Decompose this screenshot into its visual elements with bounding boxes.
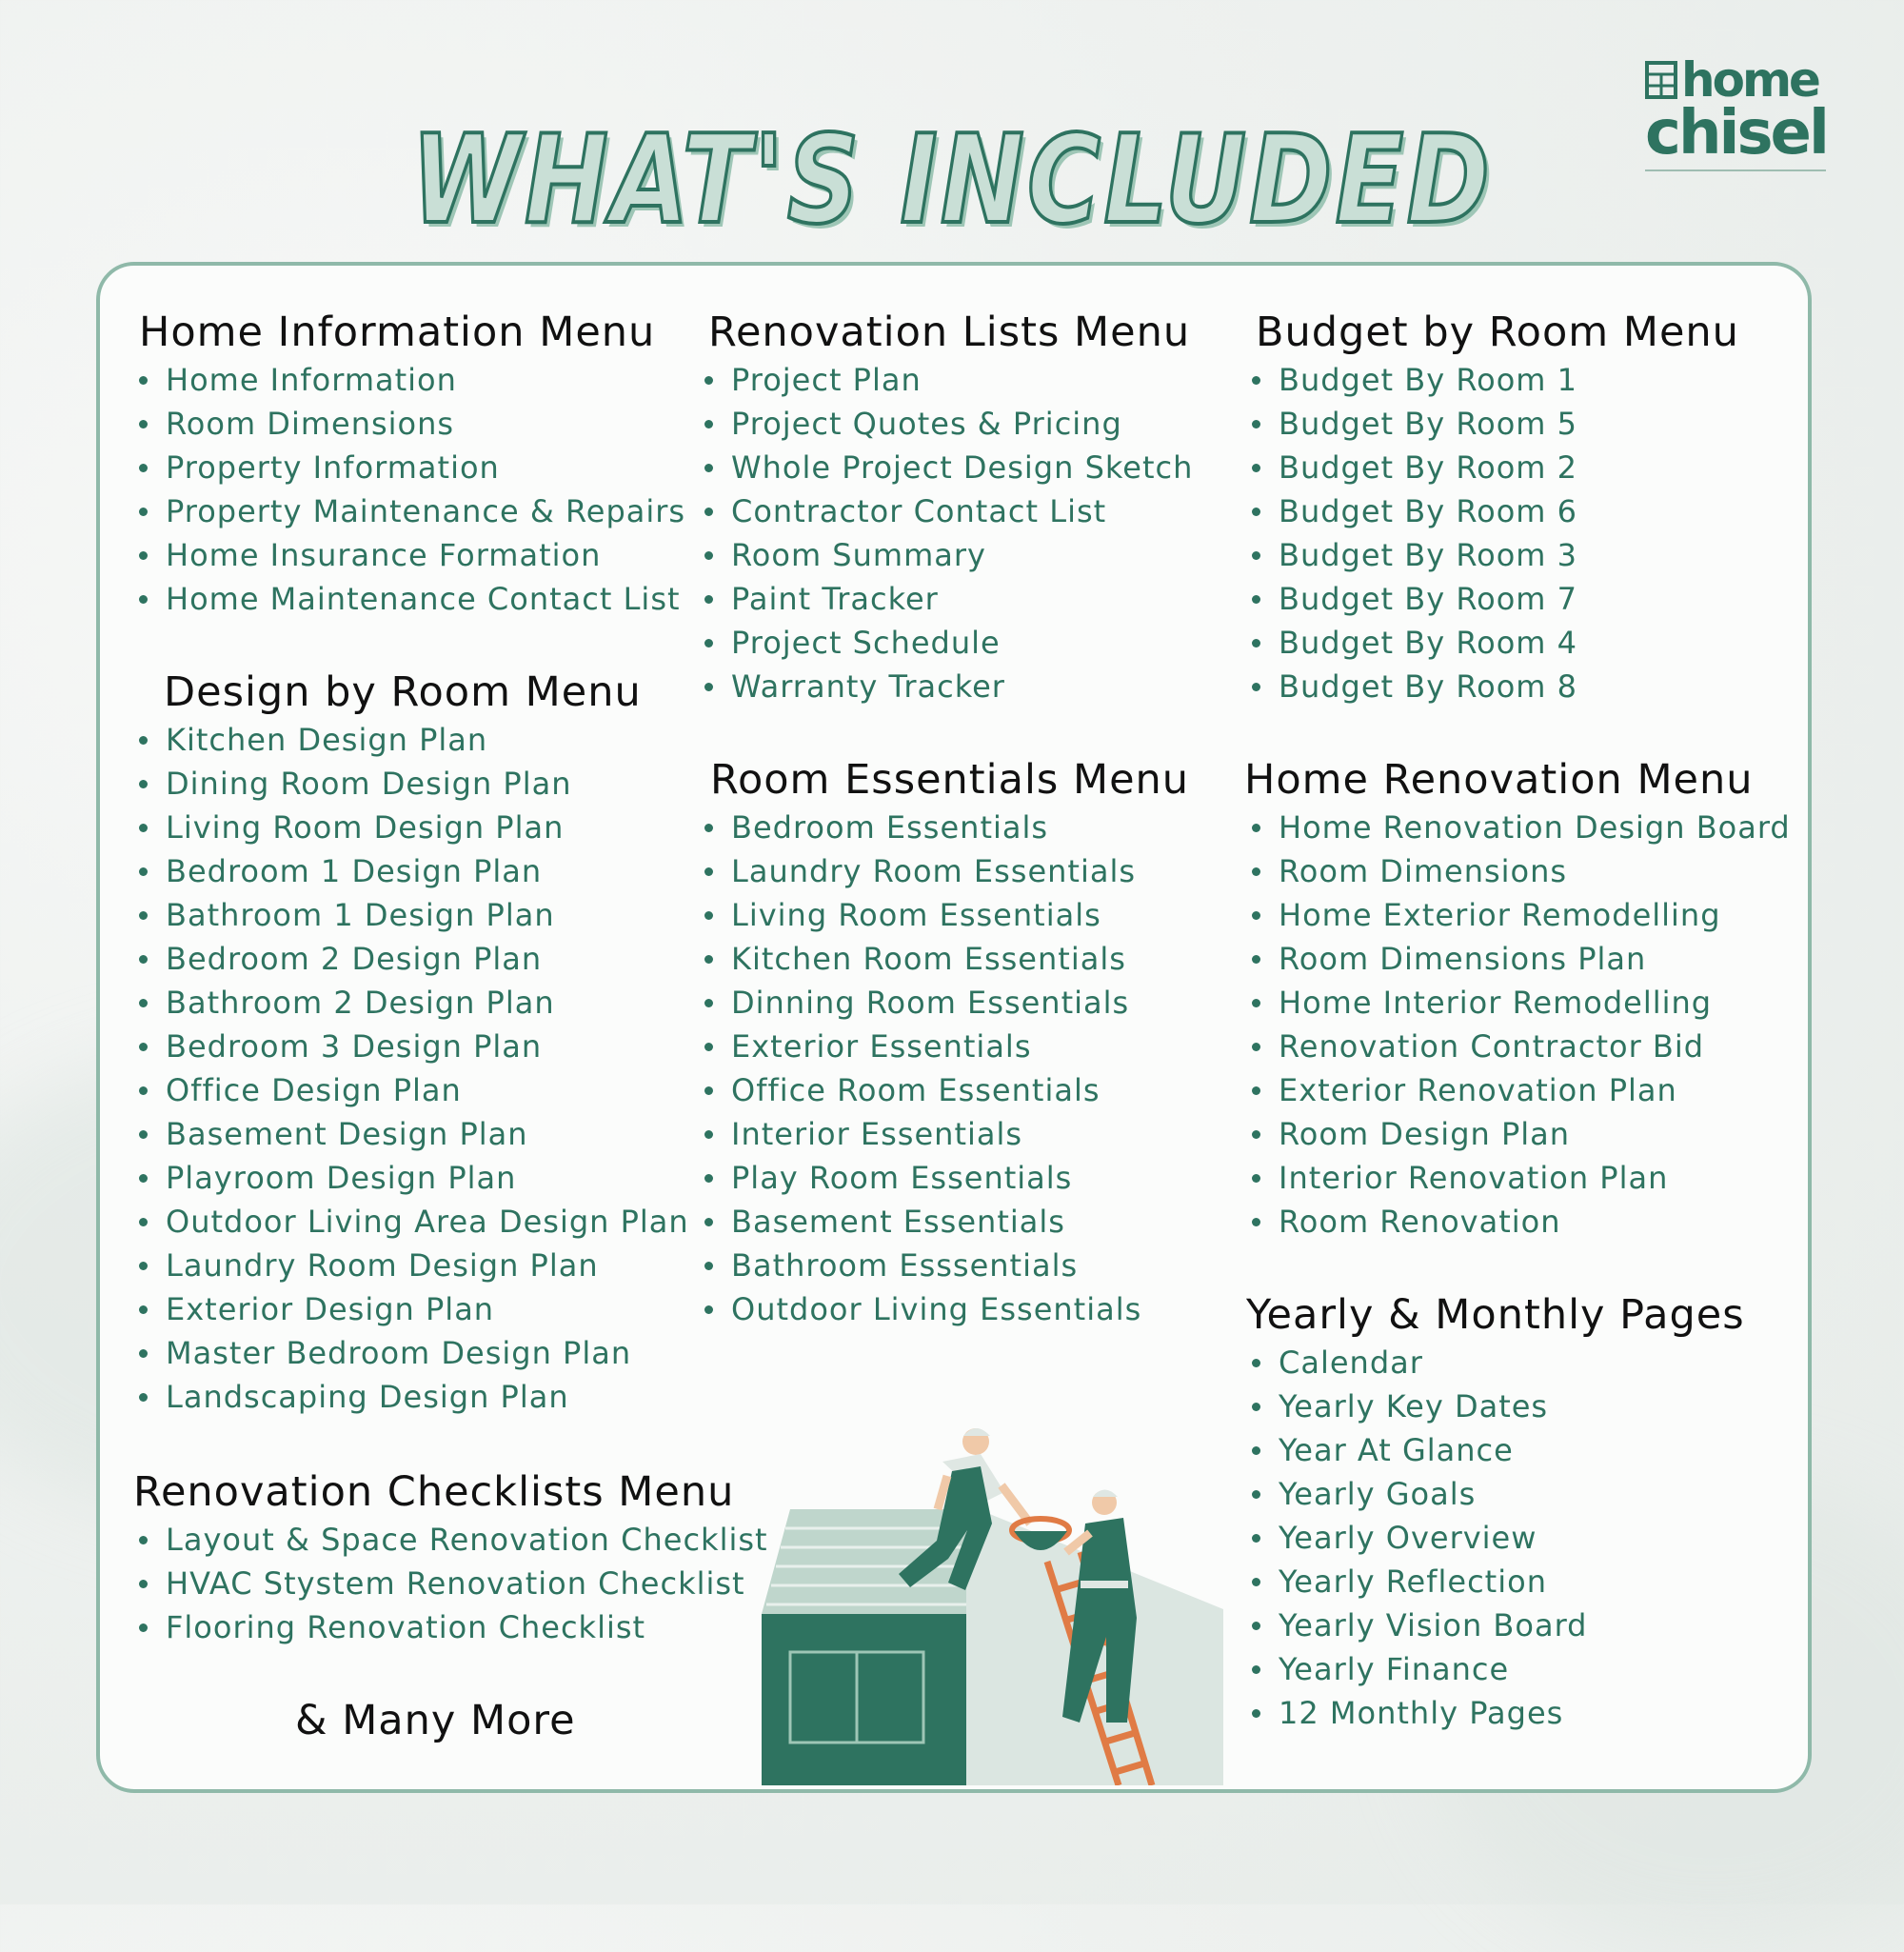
item-list xyxy=(1252,1341,1745,1735)
list-item: Landscaping Design Plan xyxy=(139,1375,689,1419)
section-room-essentials xyxy=(704,754,1189,1331)
list-item: Home Interior Remodelling xyxy=(1252,981,1791,1025)
list-item: Office Design Plan xyxy=(139,1068,689,1112)
list-item: Play Room Essentials xyxy=(704,1156,1189,1200)
list-item: Budget By Room 2 xyxy=(1252,446,1739,489)
section-title: Renovation Lists Menu xyxy=(708,309,1191,356)
section-title: Yearly & Monthly Pages xyxy=(1246,1291,1745,1339)
list-item: Yearly Vision Board xyxy=(1252,1603,1745,1647)
section-title: Renovation Checklists Menu xyxy=(133,1468,735,1516)
item-list xyxy=(1252,358,1739,708)
list-item: Master Bedroom Design Plan xyxy=(139,1331,689,1375)
list-item: Calendar xyxy=(1252,1341,1745,1384)
calculator-icon xyxy=(1645,61,1677,99)
list-item: Budget By Room 7 xyxy=(1252,577,1739,621)
list-item: Bedroom Essentials xyxy=(704,806,1189,849)
list-item: Bathroom 1 Design Plan xyxy=(139,893,689,937)
list-item: Bedroom 1 Design Plan xyxy=(139,849,689,893)
list-item: Yearly Finance xyxy=(1252,1647,1745,1691)
list-item: Property Information xyxy=(139,446,685,489)
list-item: Budget By Room 5 xyxy=(1252,402,1739,446)
section-title: Room Essentials Menu xyxy=(710,756,1190,804)
list-item: Contractor Contact List xyxy=(704,489,1193,533)
list-item: Yearly Goals xyxy=(1252,1472,1745,1516)
section-title: Home Information Menu xyxy=(139,309,656,356)
item-list xyxy=(139,358,685,621)
section-design-by-room xyxy=(139,667,689,1419)
item-list xyxy=(1252,806,1791,1244)
section-renovation-lists xyxy=(704,307,1193,708)
list-item: Budget By Room 3 xyxy=(1252,533,1739,577)
list-item: Budget By Room 1 xyxy=(1252,358,1739,402)
section-home-renovation xyxy=(1244,754,1791,1244)
list-item: 12 Monthly Pages xyxy=(1252,1691,1745,1735)
list-item: Outdoor Living Essentials xyxy=(704,1287,1189,1331)
roof-workers-illustration xyxy=(752,1419,1228,1785)
section-renovation-checklists xyxy=(133,1466,768,1649)
list-item: Kitchen Design Plan xyxy=(139,718,689,762)
list-item: Room Design Plan xyxy=(1252,1112,1791,1156)
list-item: Yearly Reflection xyxy=(1252,1560,1745,1603)
list-item: Project Plan xyxy=(704,358,1193,402)
list-item: Basement Essentials xyxy=(704,1200,1189,1244)
list-item: Warranty Tracker xyxy=(704,665,1193,708)
list-item: Exterior Essentials xyxy=(704,1025,1189,1068)
page-title: WHAT'S INCLUDED xyxy=(410,110,1494,251)
list-item: Interior Renovation Plan xyxy=(1252,1156,1791,1200)
list-item: Whole Project Design Sketch xyxy=(704,446,1193,489)
list-item: HVAC Stystem Renovation Checklist xyxy=(139,1562,768,1605)
list-item: Office Room Essentials xyxy=(704,1068,1189,1112)
list-item: Interior Essentials xyxy=(704,1112,1189,1156)
list-item: Home Maintenance Contact List xyxy=(139,577,685,621)
section-budget-by-room xyxy=(1252,307,1739,708)
list-item: Kitchen Room Essentials xyxy=(704,937,1189,981)
list-item: Home Insurance Formation xyxy=(139,533,685,577)
many-more-label: & Many More xyxy=(295,1697,576,1744)
item-list xyxy=(139,1518,768,1649)
section-title: Budget by Room Menu xyxy=(1256,309,1739,356)
list-item: Living Room Design Plan xyxy=(139,806,689,849)
list-item: Bedroom 3 Design Plan xyxy=(139,1025,689,1068)
list-item: Renovation Contractor Bid xyxy=(1252,1025,1791,1068)
list-item: Year At Glance xyxy=(1252,1428,1745,1472)
list-item: Bedroom 2 Design Plan xyxy=(139,937,689,981)
list-item: Dinning Room Essentials xyxy=(704,981,1189,1025)
list-item: Yearly Overview xyxy=(1252,1516,1745,1560)
list-item: Room Dimensions Plan xyxy=(1252,937,1791,981)
logo-word-chisel: chisel xyxy=(1645,98,1827,169)
list-item: Laundry Room Design Plan xyxy=(139,1244,689,1287)
list-item: Exterior Design Plan xyxy=(139,1287,689,1331)
list-item: Home Information xyxy=(139,358,685,402)
section-yearly-monthly xyxy=(1246,1289,1745,1735)
list-item: Playroom Design Plan xyxy=(139,1156,689,1200)
list-item: Home Exterior Remodelling xyxy=(1252,893,1791,937)
list-item: Living Room Essentials xyxy=(704,893,1189,937)
list-item: Paint Tracker xyxy=(704,577,1193,621)
list-item: Room Dimensions xyxy=(139,402,685,446)
list-item: Home Renovation Design Board xyxy=(1252,806,1791,849)
list-item: Room Summary xyxy=(704,533,1193,577)
list-item: Laundry Room Essentials xyxy=(704,849,1189,893)
list-item: Dining Room Design Plan xyxy=(139,762,689,806)
list-item: Yearly Key Dates xyxy=(1252,1384,1745,1428)
list-item: Bathroom 2 Design Plan xyxy=(139,981,689,1025)
list-item: Bathroom Esssentials xyxy=(704,1244,1189,1287)
list-item: Budget By Room 8 xyxy=(1252,665,1739,708)
list-item: Room Dimensions xyxy=(1252,849,1791,893)
list-item: Project Quotes & Pricing xyxy=(704,402,1193,446)
list-item: Property Maintenance & Repairs xyxy=(139,489,685,533)
list-item: Layout & Space Renovation Checklist xyxy=(139,1518,768,1562)
house-front-wall xyxy=(762,1614,966,1785)
item-list xyxy=(704,806,1189,1331)
list-item: Exterior Renovation Plan xyxy=(1252,1068,1791,1112)
item-list xyxy=(704,358,1193,708)
list-item: Budget By Room 4 xyxy=(1252,621,1739,665)
list-item: Flooring Renovation Checklist xyxy=(139,1605,768,1649)
section-title: Home Renovation Menu xyxy=(1244,756,1754,804)
section-home-information xyxy=(139,307,685,621)
item-list xyxy=(139,718,689,1419)
list-item: Budget By Room 6 xyxy=(1252,489,1739,533)
list-item: Basement Design Plan xyxy=(139,1112,689,1156)
logo-word-home: home xyxy=(1681,52,1818,108)
section-title: Design by Room Menu xyxy=(164,668,642,716)
list-item: Outdoor Living Area Design Plan xyxy=(139,1200,689,1244)
list-item: Project Schedule xyxy=(704,621,1193,665)
list-item: Room Renovation xyxy=(1252,1200,1791,1244)
